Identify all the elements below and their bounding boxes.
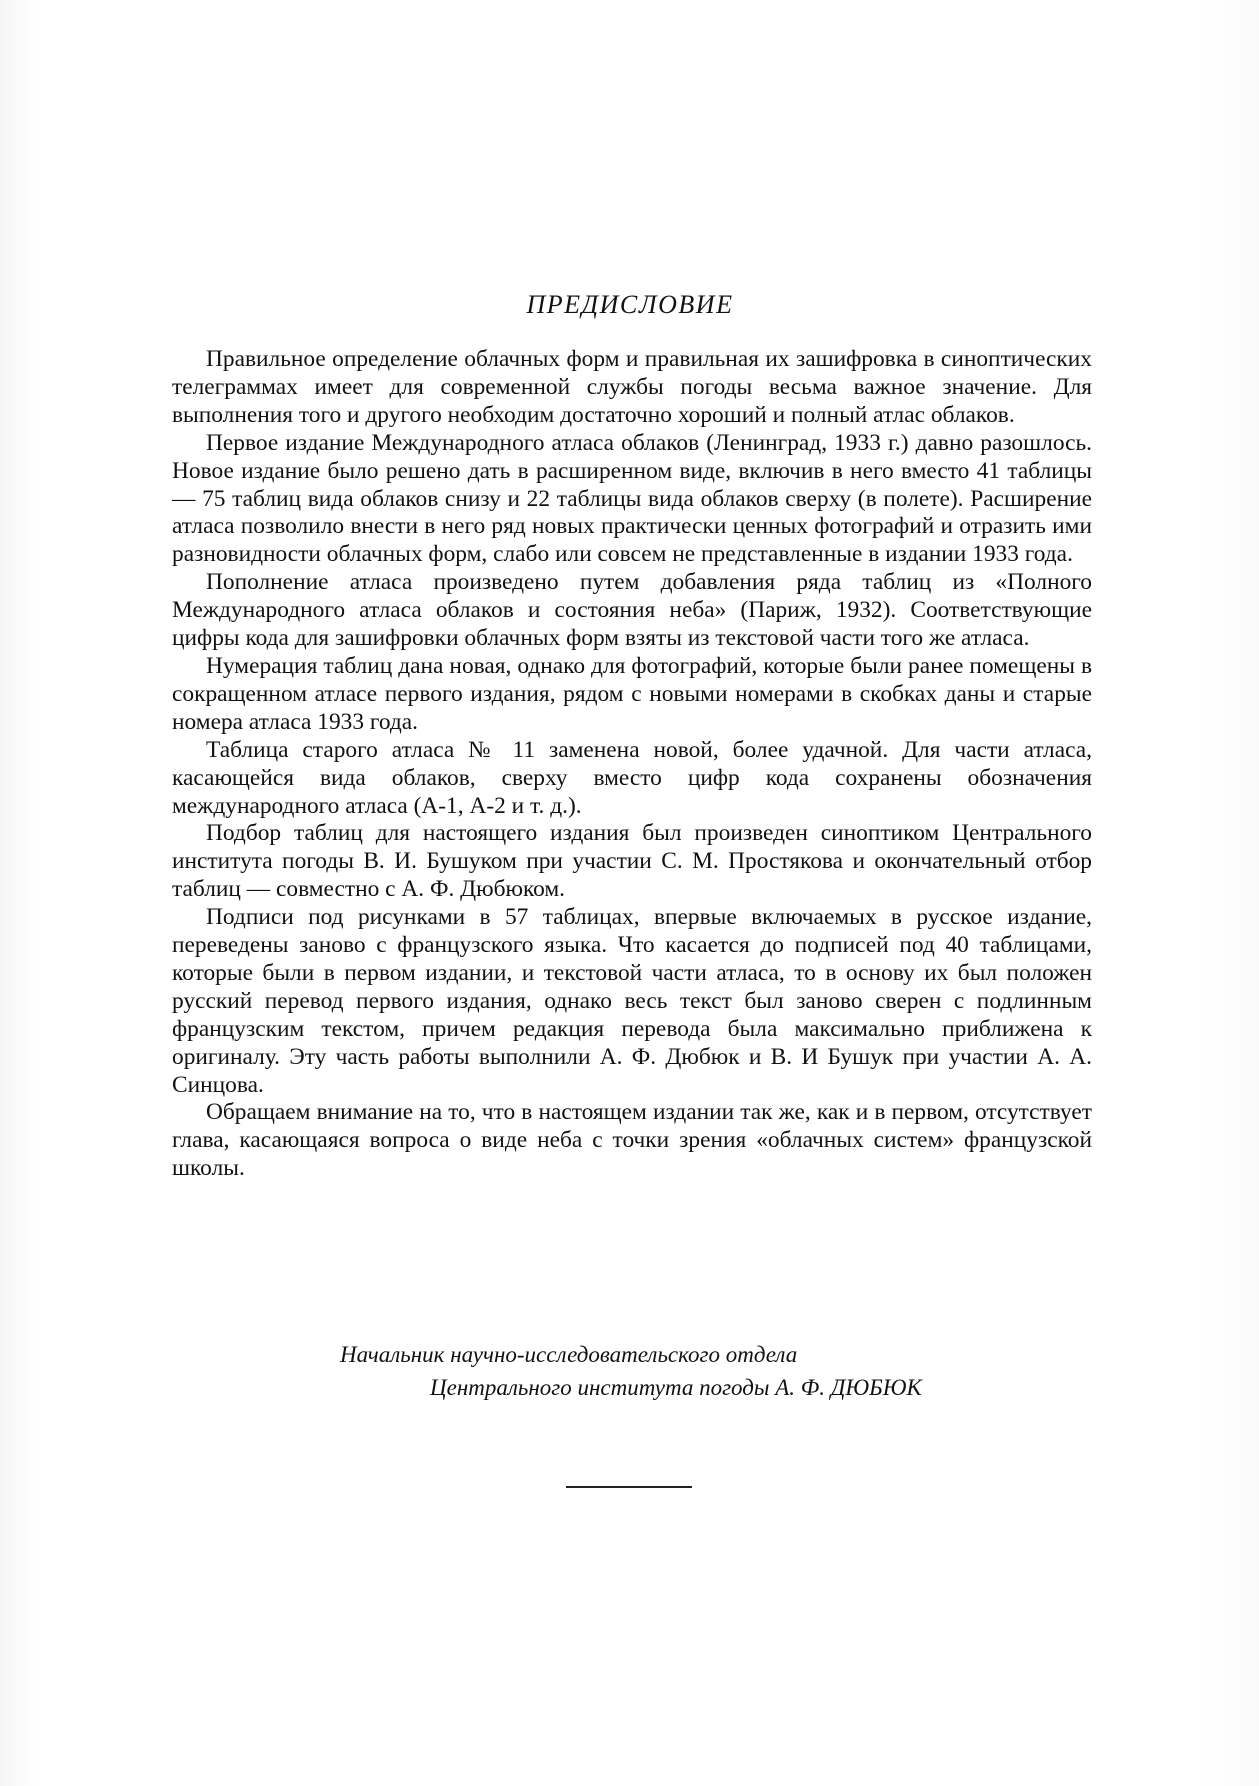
signature-line-2: Центрального института погоды А. Ф. ДЮБЮК [430, 1375, 922, 1400]
signature-line-1: Начальник научно-исследовательского отдела [340, 1342, 798, 1367]
paragraph-4: Нумерация таблиц дана новая, однако для фотографий, которые были ранее помещены в сокращенном атласе первого издания, рядом с новыми номерами в скобках даны и старые номера атласа 1933 года. [172, 652, 1092, 735]
page-title: ПРЕДИСЛОВИЕ [526, 290, 734, 319]
paragraph-7: Подписи под рисунками в 57 таблицах, впервые включаемых в русское издание, переведены заново с французского языка. Что касается до подписей под 40 таблицами, которые были в первом издании, и текстовой части атласа, то в основу их был положен русский перевод первого издания, однако весь текст был заново сверен с подлинным французским текстом, причем редакция перевода была максимально приближена к оригиналу. Эту часть работы выполнили А. Ф. Дюбюк и В. И Бушук при участии А. А. Синцова. [172, 904, 1092, 1098]
preface-body [172, 346, 1092, 1183]
paragraph-3: Пополнение атласа произведено путем добавления ряда таблиц из «Полного Международного атласа облаков и состояния неба» (Париж, 1932). Соответствующие цифры кода для зашифровки облачных форм взяты из текстовой части того же атласа. [172, 569, 1092, 652]
paragraph-5: Таблица старого атласа № 11 заменена новой, более удачной. Для части атласа, касающейся вида облаков, сверху вместо цифр кода сохранены обозначения международного атласа (А-1, А-2 и т. д.). [172, 736, 1092, 819]
closing-divider [566, 1486, 692, 1488]
paragraph-6: Подбор таблиц для настоящего издания был произведен синоптиком Центрального института погоды В. И. Бушуком при участии С. М. Простякова и окончательный отбор таблиц — совместно с А. Ф. Дюбюком. [172, 820, 1092, 903]
paragraph-2: Первое издание Международного атласа облаков (Ленинград, 1933 г.) давно разошлось. Новое издание было решено дать в расширенном виде, включив в него вместо 41 таблицы — 75 таблиц вида облаков снизу и 22 таблицы вида облаков сверху (в полете). Расширение атласа позволило внести в него ряд новых практически ценных фотографий и отразить ими разновидности облачных форм, слабо или совсем не представленные в издании 1933 года. [172, 429, 1092, 568]
paragraph-1: Правильное определение облачных форм и правильная их зашифровка в синоптических телеграммах имеет для современной службы погоды весьма важное значение. Для выполнения того и другого необходим достаточно хороший и полный атлас облаков. [172, 346, 1092, 428]
signature-block [340, 1338, 1100, 1404]
paragraph-8: Обращаем внимание на то, что в настоящем издании так же, как и в первом, отсутствует глава, касающаяся вопроса о виде неба с точки зрения «облачных систем» французской школы. [172, 1099, 1092, 1182]
